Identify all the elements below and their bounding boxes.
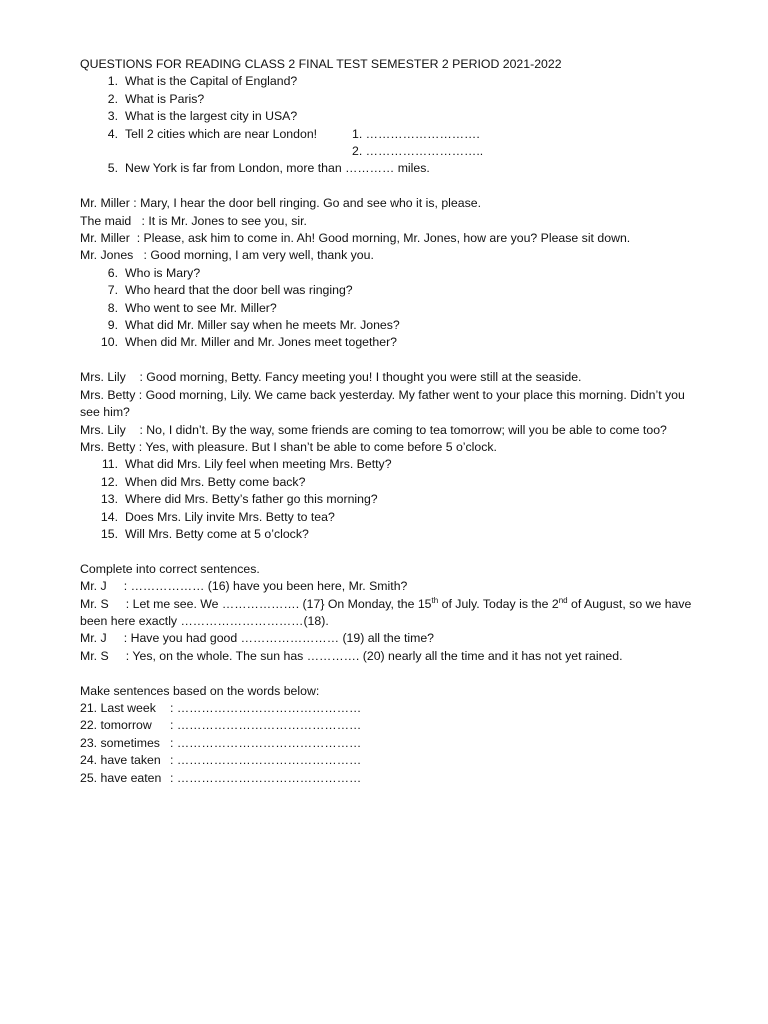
- answer-blank-2: 2. ………………………..: [352, 144, 484, 159]
- speaker: Mr. J: [80, 579, 107, 594]
- question-item: 3. What is the largest city in USA?: [107, 109, 298, 124]
- page-title: QUESTIONS FOR READING CLASS 2 FINAL TEST SEMESTER 2 PERIOD 2021-2022: [80, 57, 562, 71]
- sentence-item: 21. Last week : ………………………………………: [80, 700, 362, 715]
- question-list-2: [80, 265, 692, 352]
- speaker: The maid: [80, 213, 132, 228]
- section-heading: Make sentences based on the words below:: [80, 683, 320, 698]
- speaker: Mrs. Betty: [80, 439, 136, 454]
- speaker: Mr. J: [80, 631, 107, 646]
- dialog-line: Mrs. Lily : No, I didn’t. By the way, some friends are coming to tea tomorrow; will you be able to come too?: [80, 422, 667, 437]
- question-item: 9. What did Mr. Miller say when he meets Mr. Jones?: [107, 318, 400, 333]
- question-item: 13. Where did Mrs. Betty’s father go this morning?: [100, 492, 378, 507]
- question-item: 8. Who went to see Mr. Miller?: [107, 300, 277, 315]
- question-item: 2. What is Paris?: [107, 91, 205, 106]
- dialog-line: Mr. Miller : Please, ask him to come in. Ah! Good morning, Mr. Jones, how are you? Please sit down.: [80, 231, 631, 246]
- dialog-line: Mr. S : Yes, on the whole. The sun has …………. (20) nearly all the time and it has not yet rained.: [80, 648, 623, 663]
- complete-section: [80, 561, 692, 665]
- answer-blank-row: [80, 143, 692, 160]
- sentence-item: 23. sometimes : ………………………………………: [80, 735, 362, 750]
- speaker: Mrs. Lily: [80, 422, 126, 437]
- dialog-1: [80, 195, 692, 265]
- speaker: Mr. Miller: [80, 196, 130, 211]
- question-item: 10. When did Mr. Miller and Mr. Jones meet together?: [100, 335, 398, 350]
- question-list-1: [80, 73, 692, 177]
- question-item: 4. Tell 2 cities which are near London! 1. ……………………….: [80, 126, 692, 143]
- dialog-line: Mr. J : Have you had good …………………… (19) all the time?: [80, 631, 435, 646]
- sentence-item: 25. have eaten : ………………………………………: [80, 770, 362, 785]
- dialog-line: Mrs. Betty : Good morning, Lily. We came back yesterday. My father went to your place this morning. Didn’t you see him?: [80, 387, 685, 420]
- dialog-line: Mr. Miller : Mary, I hear the door bell ringing. Go and see who it is, please.: [80, 196, 481, 211]
- dialog-line: Mr. S : Let me see. We ………………. (17} On Monday, the 15th of July. Today is the 2nd of August, so we have: [80, 595, 692, 611]
- dialog-line: The maid : It is Mr. Jones to see you, sir.: [80, 213, 307, 228]
- speaker: Mr. Miller: [80, 231, 130, 246]
- speaker: Mrs. Betty: [80, 387, 136, 402]
- question-item: 6. Who is Mary?: [107, 265, 201, 280]
- question-item: 12. When did Mrs. Betty come back?: [100, 474, 306, 489]
- question-item: 7. Who heard that the door bell was ringing?: [107, 283, 353, 298]
- dialog-line: Mr. J : ……………… (16) have you been here, Mr. Smith?: [80, 579, 408, 594]
- speaker: Mr. S: [80, 648, 109, 663]
- dialog-2: [80, 369, 692, 456]
- question-item: 1. What is the Capital of England?: [107, 74, 298, 89]
- speaker: Mrs. Lily: [80, 370, 126, 385]
- question-item: 14. Does Mrs. Lily invite Mrs. Betty to tea?: [100, 509, 335, 524]
- question-item: 15. Will Mrs. Betty come at 5 o’clock?: [100, 526, 309, 541]
- dialog-line: Mrs. Lily : Good morning, Betty. Fancy meeting you! I thought you were still at the seaside.: [80, 370, 582, 385]
- speaker: Mr. Jones: [80, 248, 134, 263]
- dialog-line: Mr. Jones : Good morning, I am very well, thank you.: [80, 248, 374, 263]
- dialog-line-continued: been here exactly …………………………(18).: [80, 613, 329, 628]
- dialog-line: Mrs. Betty : Yes, with pleasure. But I shan’t be able to come before 5 o’clock.: [80, 439, 497, 454]
- section-heading: Complete into correct sentences.: [80, 561, 260, 576]
- sentence-item: 24. have taken : ………………………………………: [80, 753, 362, 768]
- speaker: Mr. S: [80, 596, 109, 611]
- question-item: 11. What did Mrs. Lily feel when meeting Mrs. Betty?: [101, 457, 392, 472]
- answer-blank-1: 1. ……………………….: [352, 126, 480, 141]
- question-list-3: [80, 456, 692, 543]
- make-sentences-section: [80, 683, 692, 787]
- question-item: 5. New York is far from London, more than ………… miles.: [107, 161, 430, 176]
- sentence-item: 22. tomorrow : ………………………………………: [80, 718, 362, 733]
- document-page: [80, 56, 692, 787]
